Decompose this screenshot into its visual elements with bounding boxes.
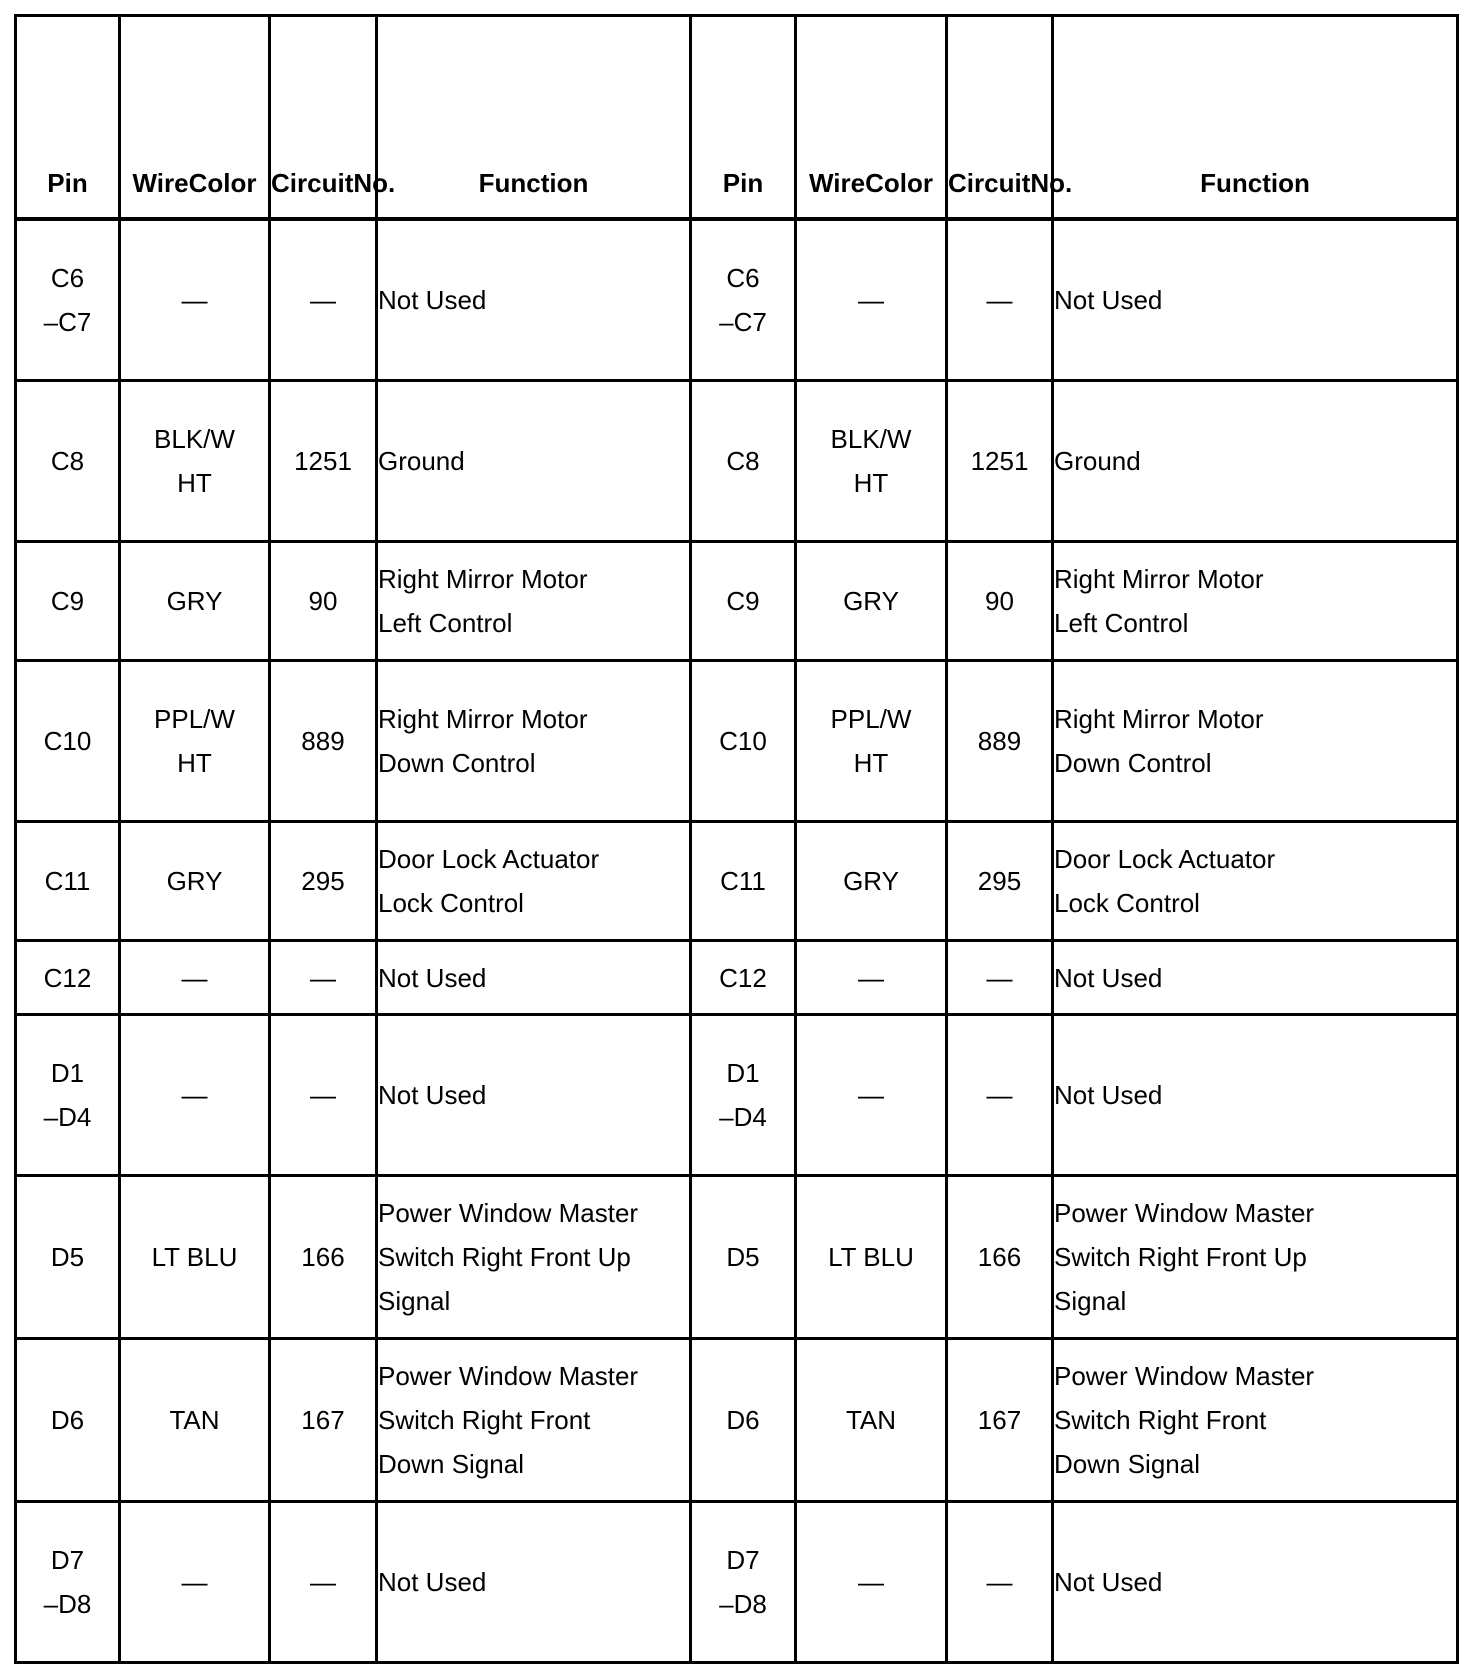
wire-color-cell: — (120, 941, 270, 1015)
table-row (16, 542, 1458, 661)
wire-color-cell: — (796, 941, 947, 1015)
wire-color-cell: LT BLU (120, 1176, 270, 1339)
wire-color-cell: LT BLU (796, 1176, 947, 1339)
circuit-cell: 889 (270, 661, 377, 822)
circuit-cell: 90 (270, 542, 377, 661)
circuit-cell: 295 (947, 822, 1053, 941)
function-cell: Door Lock Actuator Lock Control (1053, 822, 1458, 941)
circuit-cell: 166 (270, 1176, 377, 1339)
header-row (16, 16, 1458, 220)
pin-cell: C8 (16, 381, 120, 542)
pin-cell: D1 –D4 (691, 1015, 796, 1176)
table-row (16, 941, 1458, 1015)
circuit-cell: — (947, 1502, 1053, 1663)
wire-color-cell: — (120, 1015, 270, 1176)
function-cell: Power Window Master Switch Right Front Up Signal (1053, 1176, 1458, 1339)
circuit-cell: 295 (270, 822, 377, 941)
pin-cell: D7 –D8 (691, 1502, 796, 1663)
wire-color-header-right: WireColor (796, 16, 947, 220)
wire-color-cell: — (120, 1502, 270, 1663)
table-row (16, 381, 1458, 542)
wire-color-cell: GRY (796, 542, 947, 661)
pin-cell: D1 –D4 (16, 1015, 120, 1176)
function-cell: Door Lock Actuator Lock Control (377, 822, 691, 941)
circuit-cell: 1251 (947, 381, 1053, 542)
wire-color-cell: PPL/W HT (796, 661, 947, 822)
function-cell: Not Used (377, 941, 691, 1015)
function-cell: Power Window Master Switch Right Front Up Signal (377, 1176, 691, 1339)
function-cell: Not Used (1053, 1502, 1458, 1663)
circuit-cell: 90 (947, 542, 1053, 661)
circuit-cell: — (270, 1502, 377, 1663)
circuit-cell: 166 (947, 1176, 1053, 1339)
circuit-cell: 1251 (270, 381, 377, 542)
function-cell: Not Used (377, 1015, 691, 1176)
function-cell: Not Used (377, 1502, 691, 1663)
circuit-cell: — (947, 1015, 1053, 1176)
circuit-cell: 889 (947, 661, 1053, 822)
function-cell: Not Used (377, 219, 691, 381)
function-cell: Right Mirror Motor Left Control (377, 542, 691, 661)
function-cell: Right Mirror Motor Left Control (1053, 542, 1458, 661)
table-row (16, 1339, 1458, 1502)
function-cell: Right Mirror Motor Down Control (1053, 661, 1458, 822)
circuit-cell: — (947, 219, 1053, 381)
wire-color-cell: BLK/W HT (120, 381, 270, 542)
function-cell: Ground (377, 381, 691, 542)
table-row (16, 1502, 1458, 1663)
circuit-cell: 167 (947, 1339, 1053, 1502)
wire-color-cell: GRY (120, 822, 270, 941)
wire-color-header-left: WireColor (120, 16, 270, 220)
function-cell: Right Mirror Motor Down Control (377, 661, 691, 822)
pin-cell: C12 (691, 941, 796, 1015)
wire-color-cell: — (796, 219, 947, 381)
connector-pinout-table (14, 14, 1459, 1664)
pin-cell: C6 –C7 (691, 219, 796, 381)
wire-color-cell: PPL/W HT (120, 661, 270, 822)
pin-cell: D7 –D8 (16, 1502, 120, 1663)
circuit-cell: — (270, 941, 377, 1015)
circuit-cell: — (270, 219, 377, 381)
circuit-no-header-left: CircuitNo. (270, 16, 377, 220)
wire-color-cell: BLK/W HT (796, 381, 947, 542)
wire-color-cell: TAN (120, 1339, 270, 1502)
wire-color-cell: — (796, 1502, 947, 1663)
pin-cell: D6 (691, 1339, 796, 1502)
pin-cell: C11 (691, 822, 796, 941)
wire-color-cell: TAN (796, 1339, 947, 1502)
pin-cell: C6 –C7 (16, 219, 120, 381)
pinout-sheet (14, 14, 1456, 1664)
circuit-cell: 167 (270, 1339, 377, 1502)
function-cell: Not Used (1053, 219, 1458, 381)
table-row (16, 219, 1458, 381)
pin-cell: C9 (691, 542, 796, 661)
circuit-no-header-right: CircuitNo. (947, 16, 1053, 220)
function-cell: Not Used (1053, 1015, 1458, 1176)
function-cell: Power Window Master Switch Right Front Down Signal (377, 1339, 691, 1502)
wire-color-cell: GRY (120, 542, 270, 661)
circuit-cell: — (270, 1015, 377, 1176)
pin-cell: C10 (691, 661, 796, 822)
function-cell: Not Used (1053, 941, 1458, 1015)
table-row (16, 822, 1458, 941)
function-header-left: Function (377, 16, 691, 220)
pin-cell: C12 (16, 941, 120, 1015)
circuit-cell: — (947, 941, 1053, 1015)
function-cell: Power Window Master Switch Right Front Down Signal (1053, 1339, 1458, 1502)
table-row (16, 661, 1458, 822)
pin-cell: C10 (16, 661, 120, 822)
wire-color-cell: — (796, 1015, 947, 1176)
pin-cell: D6 (16, 1339, 120, 1502)
wire-color-cell: — (120, 219, 270, 381)
wire-color-cell: GRY (796, 822, 947, 941)
pin-cell: D5 (691, 1176, 796, 1339)
function-cell: Ground (1053, 381, 1458, 542)
pin-cell: C9 (16, 542, 120, 661)
function-header-right: Function (1053, 16, 1458, 220)
table-row (16, 1015, 1458, 1176)
pin-header-right: Pin (691, 16, 796, 220)
pin-header-left: Pin (16, 16, 120, 220)
table-row (16, 1176, 1458, 1339)
pin-cell: C11 (16, 822, 120, 941)
pin-cell: D5 (16, 1176, 120, 1339)
pin-cell: C8 (691, 381, 796, 542)
